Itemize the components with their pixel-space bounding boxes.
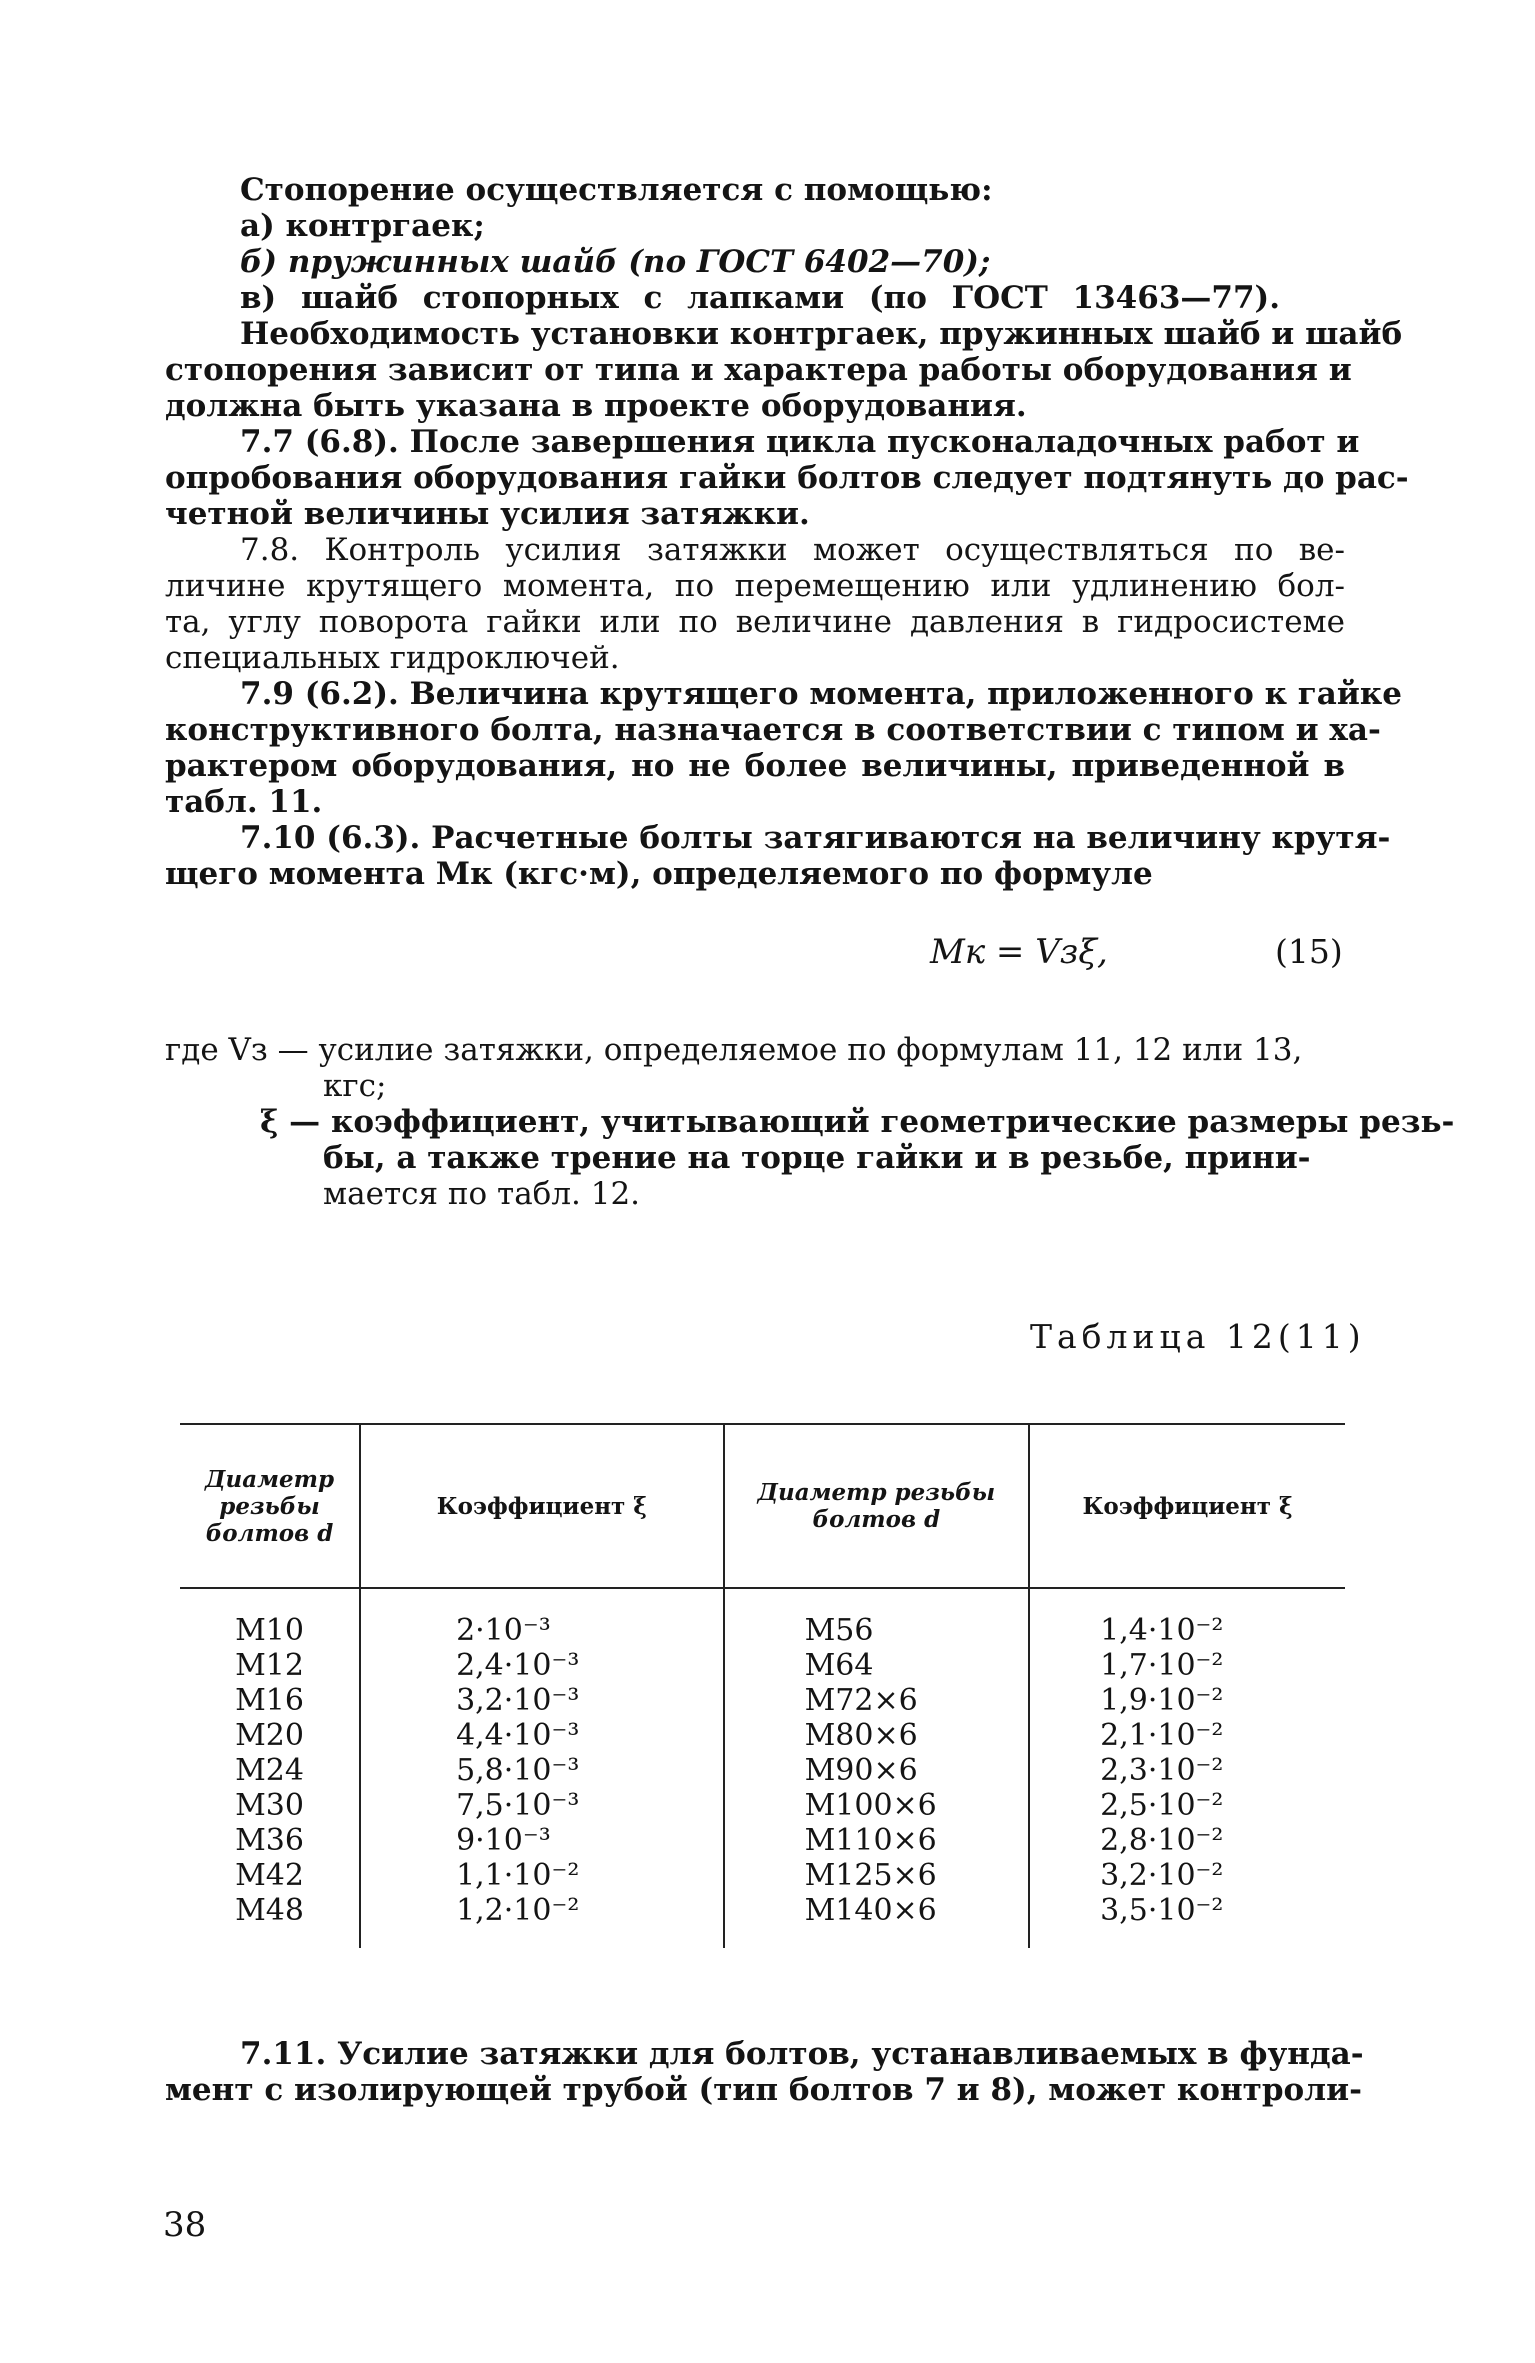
cell-diameter: M24 xyxy=(235,1753,304,1788)
cell-diameter: M90×6 xyxy=(804,1753,918,1788)
coefficient-table xyxy=(180,1423,1345,1948)
paragraph-7-7-line-2: опробования оборудования гайки болтов следует подтянуть до рас- xyxy=(165,460,1409,496)
header-diameter-2: Диаметр резьбы болтов d xyxy=(724,1424,1030,1588)
cell-coefficient: 2,3·10⁻² xyxy=(1100,1753,1224,1788)
cell-diameter: M16 xyxy=(235,1683,304,1718)
table-caption: Таблица 12(11) xyxy=(1030,1317,1366,1356)
paragraph-7-9-line-2: конструктивного болта, назначается в соответствии с типом и ха- xyxy=(165,712,1381,748)
header-coefficient-1: Коэффициент ξ xyxy=(360,1424,724,1588)
paragraph-7-9-line-1: 7.9 (6.2). Величина крутящего момента, приложенного к гайке xyxy=(240,676,1402,712)
cell-coefficient: 7,5·10⁻³ xyxy=(456,1788,580,1823)
list-item-a: а) контргаек; xyxy=(240,208,485,244)
cell-diameter: M64 xyxy=(804,1648,874,1683)
where-definition-line-4: бы, а также трение на торце гайки и в резьбе, прини- xyxy=(323,1140,1311,1176)
paragraph-locking-intro: Стопорение осуществляется с помощью: xyxy=(240,172,993,208)
paragraph-7-11-line-1: 7.11. Усилие затяжки для болтов, устанавливаемых в фунда- xyxy=(240,2036,1364,2072)
formula-torque: Mк = Vзξ, xyxy=(930,932,1108,972)
paragraph-7-9-line-4: табл. 11. xyxy=(165,784,323,820)
cell-coefficient: 1,7·10⁻² xyxy=(1100,1648,1224,1683)
paragraph-7-8-line-4: специальных гидроключей. xyxy=(165,640,620,676)
cell-diameter: M10 xyxy=(235,1613,304,1648)
paragraph-necessity-line-3: должна быть указана в проекте оборудования. xyxy=(165,388,1027,424)
paragraph-7-7-line-3: четной величины усилия затяжки. xyxy=(165,496,810,532)
paragraph-7-7-line-1: 7.7 (6.8). После завершения цикла пусконаладочных работ и xyxy=(240,424,1360,460)
list-item-c: в) шайб стопорных с лапками (по ГОСТ 13463—77). xyxy=(240,280,1280,316)
cell-diameter: M140×6 xyxy=(804,1893,937,1928)
column-diameter-1 xyxy=(180,1588,360,1948)
cell-diameter: M20 xyxy=(235,1718,304,1753)
paragraph-7-10-line-1: 7.10 (6.3). Расчетные болты затягиваются на величину крутя- xyxy=(240,820,1391,856)
cell-diameter: M48 xyxy=(235,1893,304,1928)
cell-coefficient: 2,4·10⁻³ xyxy=(456,1648,580,1683)
header-coefficient-2: Коэффициент ξ xyxy=(1029,1424,1345,1588)
paragraph-7-11-line-2: мент с изолирующей трубой (тип болтов 7 и 8), может контроли- xyxy=(165,2072,1362,2108)
cell-diameter: M30 xyxy=(235,1788,304,1823)
paragraph-necessity-line-1: Необходимость установки контргаек, пружинных шайб и шайб xyxy=(240,316,1403,352)
paragraph-7-8-line-3: та, углу поворота гайки или по величине давления в гидросистеме xyxy=(165,604,1345,640)
table-header-row xyxy=(180,1424,1345,1588)
paragraph-7-9-line-3: рактером оборудования, но не более величины, приведенной в xyxy=(165,748,1345,784)
column-diameter-2 xyxy=(724,1588,1030,1948)
where-definition-line-3: ξ — коэффициент, учитывающий геометрические размеры резь- xyxy=(260,1104,1455,1140)
cell-diameter: M100×6 xyxy=(804,1788,937,1823)
paragraph-necessity-line-2: стопорения зависит от типа и характера работы оборудования и xyxy=(165,352,1352,388)
cell-coefficient: 3,5·10⁻² xyxy=(1100,1893,1224,1928)
where-definition-line-1: где Vз — усилие затяжки, определяемое по формулам 11, 12 или 13, xyxy=(165,1032,1303,1068)
cell-coefficient: 1,1·10⁻² xyxy=(456,1858,580,1893)
cell-coefficient: 1,9·10⁻² xyxy=(1100,1683,1224,1718)
cell-coefficient: 9·10⁻³ xyxy=(456,1823,551,1858)
cell-diameter: M12 xyxy=(235,1648,304,1683)
header-diameter-1: Диаметр резьбы болтов d xyxy=(180,1424,360,1588)
cell-coefficient: 4,4·10⁻³ xyxy=(456,1718,580,1753)
cell-diameter: M36 xyxy=(235,1823,304,1858)
cell-coefficient: 5,8·10⁻³ xyxy=(456,1753,580,1788)
cell-coefficient: 2,8·10⁻² xyxy=(1100,1823,1224,1858)
where-definition-line-2: кгс; xyxy=(323,1068,387,1104)
column-coefficient-2 xyxy=(1029,1588,1345,1948)
cell-coefficient: 2,5·10⁻² xyxy=(1100,1788,1224,1823)
page-number: 38 xyxy=(163,2205,207,2245)
list-item-b: б) пружинных шайб (по ГОСТ 6402—70); xyxy=(240,244,991,280)
cell-coefficient: 1,4·10⁻² xyxy=(1100,1613,1224,1648)
paragraph-7-8-line-2: личине крутящего момента, по перемещению или удлинению бол- xyxy=(165,568,1345,604)
column-coefficient-1 xyxy=(360,1588,724,1948)
cell-coefficient: 2,1·10⁻² xyxy=(1100,1718,1224,1753)
cell-coefficient: 3,2·10⁻³ xyxy=(456,1683,580,1718)
cell-diameter: M56 xyxy=(804,1613,874,1648)
cell-diameter: M72×6 xyxy=(804,1683,918,1718)
cell-coefficient: 2·10⁻³ xyxy=(456,1613,551,1648)
where-definition-line-5: мается по табл. 12. xyxy=(323,1176,641,1212)
paragraph-7-10-line-2: щего момента Mк (кгс·м), определяемого по формуле xyxy=(165,856,1153,892)
table-body-row xyxy=(180,1588,1345,1948)
formula-number: (15) xyxy=(1275,932,1343,971)
cell-diameter: M110×6 xyxy=(804,1823,937,1858)
cell-coefficient: 1,2·10⁻² xyxy=(456,1893,580,1928)
cell-diameter: M125×6 xyxy=(804,1858,937,1893)
cell-coefficient: 3,2·10⁻² xyxy=(1100,1858,1224,1893)
cell-diameter: M42 xyxy=(235,1858,304,1893)
cell-diameter: M80×6 xyxy=(804,1718,918,1753)
paragraph-7-8-line-1: 7.8. Контроль усилия затяжки может осуществляться по ве- xyxy=(240,532,1345,568)
